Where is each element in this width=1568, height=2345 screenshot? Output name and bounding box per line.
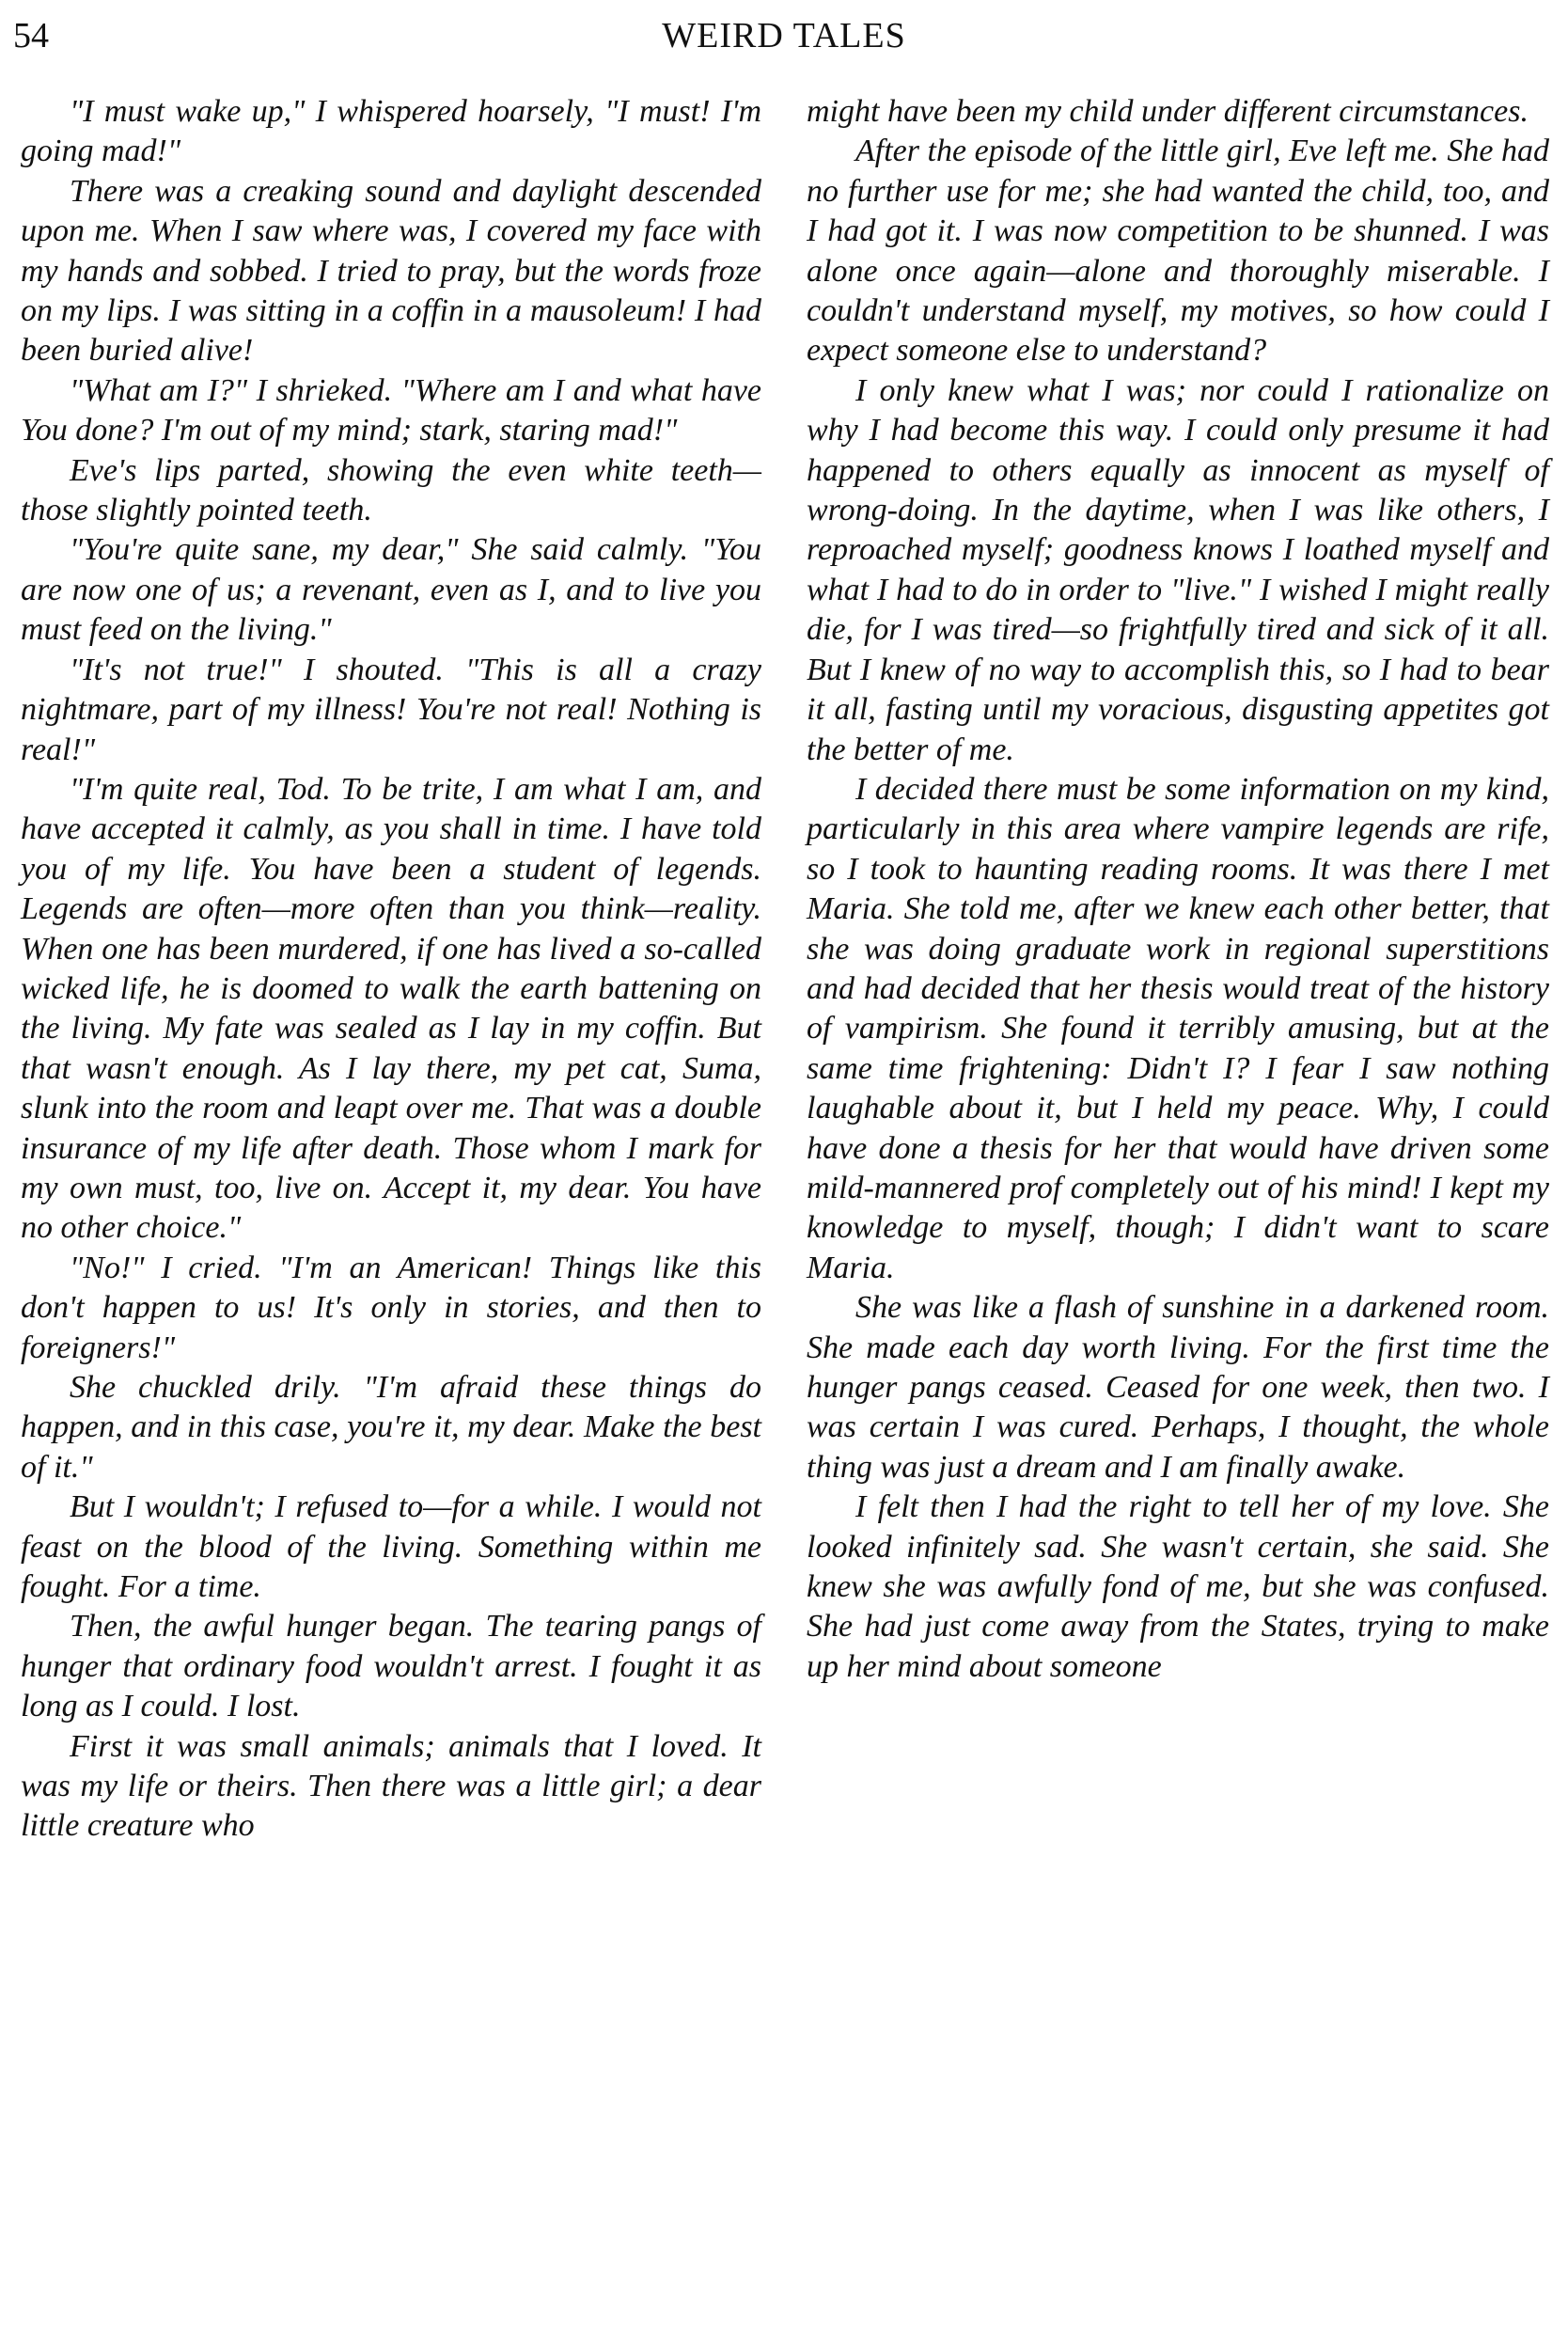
paragraph: After the episode of the little girl, Eve left me. She had no further use for me; she had wanted the child, too, and I had got it. I was now competition to be shunned. I was alone once again—alone and thoroughly miserable. I couldn't understand myself, my motives, so how could I expect someone else to understand? xyxy=(807,134,1549,369)
paragraph: I felt then I had the right to tell her of my love. She looked infinitely sad. She wasn't certain, she said. She knew she was awfully fond of me, but she was confused. She had just come away from the States, trying to make up her mind about someone xyxy=(807,1489,1549,1684)
paragraph: "It's not true!" I shouted. "This is all a crazy nightmare, part of my illness! You're not real! Nothing is real!" xyxy=(21,652,761,767)
paragraph: "I must wake up," I whispered hoarsely, "I must! I'm going mad!" xyxy=(21,94,761,169)
paragraph: "No!" I cried. "I'm an American! Things like this don't happen to us! It's only in stories, and then to foreigners!" xyxy=(21,1250,761,1365)
paragraph: She was like a flash of sunshine in a darkened room. She made each day worth living. For the first time the hunger pangs ceased. Ceased for one week, then two. I was certain I was cured. Perhaps, I thought, the whole thing was just a dream and I am finally awake. xyxy=(807,1290,1549,1485)
page-header xyxy=(13,8,1555,64)
page-number: 54 xyxy=(13,16,49,55)
left-column xyxy=(21,92,761,1847)
running-head: WEIRD TALES xyxy=(662,16,906,55)
paragraph: Eve's lips parted, showing the even white teeth—those slightly pointed teeth. xyxy=(21,452,761,528)
paragraph: I only knew what I was; nor could I rationalize on why I had become this way. I could only presume it had happened to others equally as innocent as myself of wrong-doing. In the daytime, when I was like others, I reproached myself; goodness knows I loathed myself and what I had to do in order to "live." I wished I might really die, for I was tired—so frightfully tired and sick of it all. But I knew of no way to accomplish this, so I had to bear it all, fasting until my voracious, disgusting appetites got the better of me. xyxy=(807,372,1549,767)
paragraph: I decided there must be some information on my kind, particularly in this area where vampire legends are rife, so I took to haunting reading rooms. It was there I met Maria. She told me, after we knew each other better, that she was doing graduate work in regional superstitions and had decided that her thesis would treat of the history of vampirism. She found it terribly amusing, but at the same time frightening: Didn't I? I fear I saw nothing laughable about it, but I held my peace. Why, I could have done a thesis for her that would have driven some mild-mannered prof completely out of his mind! I kept my knowledge to myself, though; I didn't want to scare Maria. xyxy=(807,771,1549,1285)
paragraph: But I wouldn't; I refused to—for a while. I would not feast on the blood of the living. Something within me fought. For a time. xyxy=(21,1489,761,1605)
right-column xyxy=(807,92,1549,1687)
paragraph: "I'm quite real, Tod. To be trite, I am what I am, and have accepted it calmly, as you shall in time. I have told you of my life. You have been a student of legends. Legends are often—more often than you think—reality. When one has been murdered, if one has lived a so-called wicked life, he is doomed to walk the earth battening on the living. My fate was sealed as I lay in my coffin. But that wasn't enough. As I lay there, my pet cat, Suma, slunk into the room and leapt over me. That was a double insurance of my life after death. Those whom I mark for my own must, too, live on. Accept it, my dear. You have no other choice." xyxy=(21,771,761,1246)
paragraph: First it was small animals; animals that I loved. It was my life or theirs. Then there was a little girl; a dear little creature who xyxy=(21,1728,761,1844)
paragraph: There was a creaking sound and daylight descended upon me. When I saw where was, I covered my face with my hands and sobbed. I tried to pray, but the words froze on my lips. I was sitting in a coffin in a mausoleum! I had been buried alive! xyxy=(21,173,761,369)
paragraph: "What am I?" I shrieked. "Where am I and what have You done? I'm out of my mind; stark, staring mad!" xyxy=(21,372,761,449)
paragraph: "You're quite sane, my dear," She said calmly. "You are now one of us; a revenant, even as I, and to live you must feed on the living." xyxy=(21,532,761,648)
paragraph-continued: might have been my child under different circumstances. xyxy=(807,94,1529,129)
paragraph: She chuckled drily. "I'm afraid these things do happen, and in this case, you're it, my dear. Make the best of it." xyxy=(21,1370,761,1485)
paragraph: Then, the awful hunger began. The tearing pangs of hunger that ordinary food wouldn't arrest. I fought it as long as I could. I lost. xyxy=(21,1609,761,1724)
